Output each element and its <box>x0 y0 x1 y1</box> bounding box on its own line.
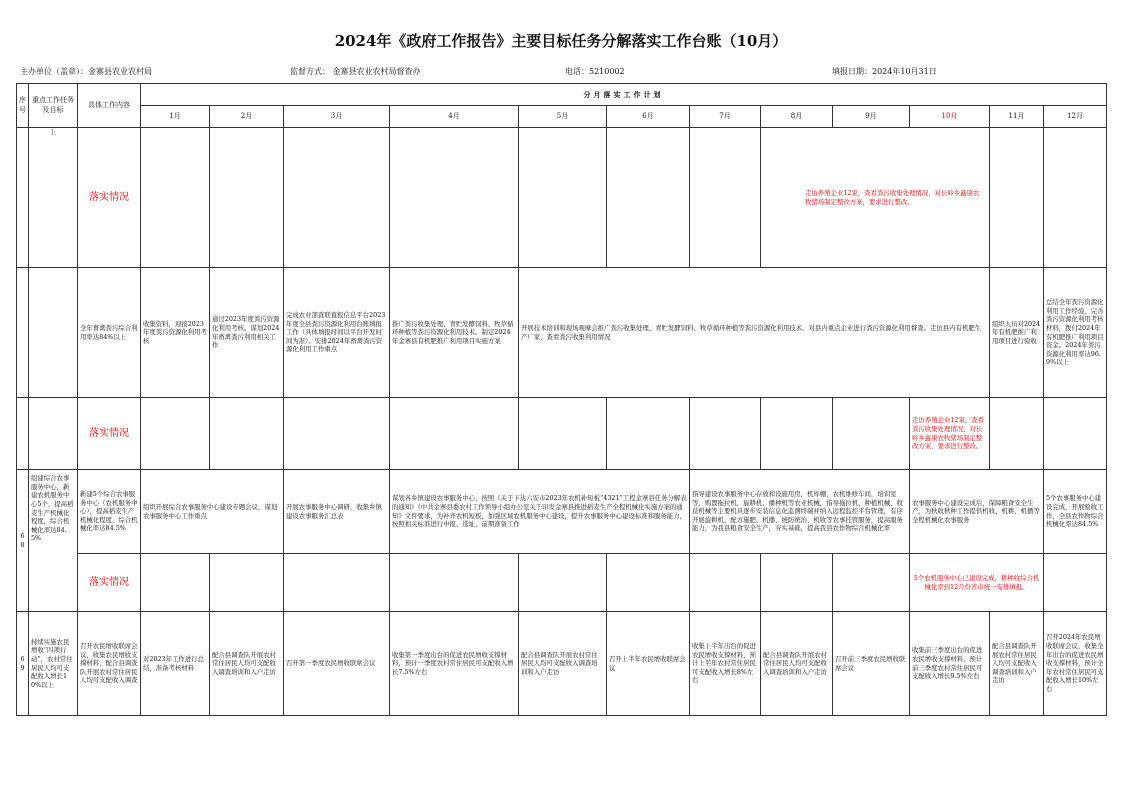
plan-cell: 召开上半年农民增收联席会议 <box>607 612 690 716</box>
plan-cell: 5个农事服务中心建设完成，开展验收工作，全县农作物综合机械化率达84.5% <box>1044 470 1107 554</box>
month-header-jan: 1月 <box>141 106 210 128</box>
month-header-row <box>17 106 1107 128</box>
plan-cell: 总结全年粪污资源化利用工作经验，完善粪污资源化利用考核材料，拨付2024年有机肥推广利用项目资金。2024年粪污资源化利用率达96.9%以上 <box>1044 268 1107 398</box>
goal-cell <box>29 268 78 398</box>
month-cell <box>607 554 690 612</box>
month-cell <box>761 398 833 470</box>
month-cell <box>141 128 210 268</box>
month-header-apr: 4月 <box>390 106 519 128</box>
content-cell: 新建5个综合农事服务中心（农机服务中心），提高稻麦生产机械化程度，综合机械化率达84.5% <box>78 470 141 554</box>
implement-detail: 5个农机服务中心已建设完成，耕种收综合机械化率到12月份省市统一安排填报。 <box>910 554 1044 612</box>
month-cell <box>390 128 519 268</box>
plan-cell: 收集上半年出台的促进农民增收支撑材料，预计上半年农村常住居民可支配收入增长8%左右 <box>690 612 761 716</box>
plan-cell: 完成农业部直联直报信息平台2023年度全县粪污资源化利用台账填报工作（具体填报时间以平台开发时间为准）。安排2024年畜禽粪污资源化利用工作重点 <box>284 268 390 398</box>
seq-cell <box>17 268 29 398</box>
month-cell <box>519 554 607 612</box>
month-cell <box>690 554 761 612</box>
seq-cell <box>17 128 29 268</box>
plan-cell: 召开2024年农民增收联席会议，收集全年出台的促进农民增收支撑材料，预计全年农村常住居民可支配收入增长10%左右 <box>1044 612 1107 716</box>
month-header-may: 5月 <box>519 106 607 128</box>
plan-cell: 召开第一季度农民增收联席会议 <box>284 612 390 716</box>
month-cell <box>833 554 910 612</box>
month-cell <box>1044 398 1107 470</box>
plan-cell: 收集第一季度出台的促进农民增收支撑材料，预计一季度农村常住居民可支配收入增长7.5%左右 <box>390 612 519 716</box>
table-row <box>17 554 1107 612</box>
plan-cell: 谋划各乡镇建设农事服务中心，按照《关于下达六安市2023年农机补短板“4321”工程金寨县任务分解表的通知》《中共金寨县委农村工作领导小组办公室关于印发金寨县推进稻麦生产全程机械化实施方案的通知》文件要求，为补齐农机短板，加强区域农机服务中心建设，提升农事服务中心建设标准和服务能力，按照相关标准进行申报、选址，前期准备工作 <box>390 470 690 554</box>
month-cell <box>390 398 519 470</box>
month-cell <box>141 554 210 612</box>
implement-detail: 走访养殖企业12家，查看粪污收集处理情况，对长岭乡鑫康农牧猪场制定整改方案，要求进行整改。 <box>761 128 990 268</box>
month-cell <box>607 128 690 268</box>
table-row <box>17 470 1107 554</box>
month-cell <box>390 554 519 612</box>
plan-cell: 召开前三季度农民增收联席会议 <box>833 612 910 716</box>
month-cell <box>833 398 910 470</box>
month-cell <box>284 398 390 470</box>
month-cell <box>1044 128 1107 268</box>
goal-text: 组建综合农事服务中心，新建农机服务中心5个，提高稻麦生产机械化程度，综合机械化率达84.5% <box>31 474 74 543</box>
plan-cell: 开展技术培训和现场观摩会推广粪污收集处理、青贮发酵饲料、牧草循环种植等粪污资源化利用技术。对县内重点企业进行粪污资源化利用督查。走访县内有机肥生产厂家，查看粪污收集利用情况 <box>519 268 990 398</box>
seq-cell <box>17 398 29 470</box>
plan-cell: 指导建设农事服务中心存放和设施用房，机库棚，农机维修车间，培训室等，购置拖拉机，旋耕机、播种机等农业机械，指导拖拉机、种植机械、收获机械等主要机具逐步安装信息化监测终端并纳入远程监控平台管理，有序开展旋耕机、配方施肥、机播、统防统治、机收等农事托管服务，提高服务能力，为我县粮食安全生产，夯实基础，提高我县农作物综合机械化率 <box>690 470 910 554</box>
header-row-1 <box>17 84 1107 106</box>
plan-cell: 收集资料，迎接2023年度粪污资源化利用考核 <box>141 268 210 398</box>
month-cell <box>284 128 390 268</box>
month-header-dec: 12月 <box>1044 106 1107 128</box>
goal-cell: 上 <box>29 128 78 268</box>
seq-header: 序号 <box>17 84 29 128</box>
implement-label: 落实情况 <box>78 398 141 470</box>
month-header-nov: 11月 <box>990 106 1044 128</box>
host-organization: 主办单位（盖章）：金寨县农业农村局 <box>20 67 152 76</box>
table-row <box>17 398 1107 470</box>
month-header-jun: 6月 <box>607 106 690 128</box>
plan-cell: 配合县调查队开展农村常住居民人均可支配收入调查培训和入户走访 <box>990 612 1044 716</box>
seq-cell: 68 <box>17 470 29 612</box>
monthly-plan-header: 分月落实工作计划 <box>141 84 1107 106</box>
month-cell <box>1044 554 1107 612</box>
goal-header: 重点工作任务及目标 <box>29 84 78 128</box>
month-cell <box>284 554 390 612</box>
page-title: 2024年《政府工作报告》主要目标任务分解落实工作台账（10月） <box>334 32 788 50</box>
implement-detail: 走访养殖企业12家，查看粪污收集处理情况，对长岭乡鑫康农牧猪场制定整改方案，要求进行整改。 <box>910 398 990 470</box>
month-header-aug: 8月 <box>761 106 833 128</box>
month-cell <box>210 128 284 268</box>
month-cell <box>210 554 284 612</box>
plan-cell: 配合县调查队开展农村常住居民人均可支配收入调查培训和入户走访 <box>519 612 607 716</box>
phone-number: 电话：5210002 <box>565 67 625 76</box>
fill-date: 填报日期：2024年10月31日 <box>832 67 937 76</box>
table-row <box>17 268 1107 398</box>
plan-cell: 配合县调查队开展农村常住居民人均可支配收入调查培训和入户走访 <box>761 612 833 716</box>
plan-cell: 收集前三季度出台的促进农民增收支撑材料，预计前三季度农村常住居民可支配收入增长9.5%左右 <box>910 612 990 716</box>
content-header: 具体工作内容 <box>78 84 141 128</box>
plan-cell: 推广粪污收集处理、青贮发酵饲料、牧草循环种植等粪污资源化利用技术。制定2024年金寨县有机肥推广利用项目实施方案 <box>390 268 519 398</box>
plan-cell: 组织开展综合农事服务中心建设专题会议，谋划农事服务中心工作重点 <box>141 470 284 554</box>
month-cell <box>990 398 1044 470</box>
month-header-feb: 2月 <box>210 106 284 128</box>
content-cell: 全年畜禽粪污综合利用率达84%以上 <box>78 268 141 398</box>
plan-cell: 开展农事服务中心调研，收集乡镇建设农事服务汇总表 <box>284 470 390 554</box>
month-cell <box>690 398 761 470</box>
content-cell: 召开农民增收联席会议，收集农民增收支撑材料，配合县调查队开展农村常住居民人均可支配收入调查 <box>78 612 141 716</box>
month-cell <box>519 398 607 470</box>
seq-cell: 69 <box>17 612 29 716</box>
table-row <box>17 612 1107 716</box>
plan-cell: 通过2023年度粪污资源化利用考核。谋划2024年畜禽粪污利用相关工作 <box>210 268 284 398</box>
plan-cell: 配合县调查队开展农村常住居民人均可支配收入调查培训和入户走访 <box>210 612 284 716</box>
month-header-sep: 9月 <box>833 106 910 128</box>
plan-cell: 农事服务中心建设完成后，保障粮食安全生产，为秋收秋种工作提供机收、机耕、机播等全程机械化农事服务 <box>910 470 1044 554</box>
month-header-oct: 10月 <box>910 106 990 128</box>
implement-label: 落实情况 <box>78 554 141 612</box>
month-cell <box>519 128 607 268</box>
month-cell <box>210 398 284 470</box>
goal-cell <box>29 398 78 470</box>
plan-cell: 对2023年工作进行总结，准备考核材料 <box>141 612 210 716</box>
goal-cell <box>29 470 78 612</box>
month-header-mar: 3月 <box>284 106 390 128</box>
month-header-jul: 7月 <box>690 106 761 128</box>
month-cell <box>990 128 1044 268</box>
task-ledger-table <box>16 83 1107 716</box>
goal-cell: 持续实施农民增收“四项行动”，农村常住居民人均可支配收入增长10%以上 <box>29 612 78 716</box>
plan-cell: 组织人员对2024年有机肥推广利用项目进行验收 <box>990 268 1044 398</box>
supervision-method: 监督方式： 金寨县农业农村局督查办 <box>290 67 421 76</box>
implement-label: 落实情况 <box>78 128 141 268</box>
table-row <box>17 128 1107 268</box>
month-cell <box>690 128 761 268</box>
month-cell <box>607 398 690 470</box>
month-cell <box>141 398 210 470</box>
month-cell <box>761 554 833 612</box>
